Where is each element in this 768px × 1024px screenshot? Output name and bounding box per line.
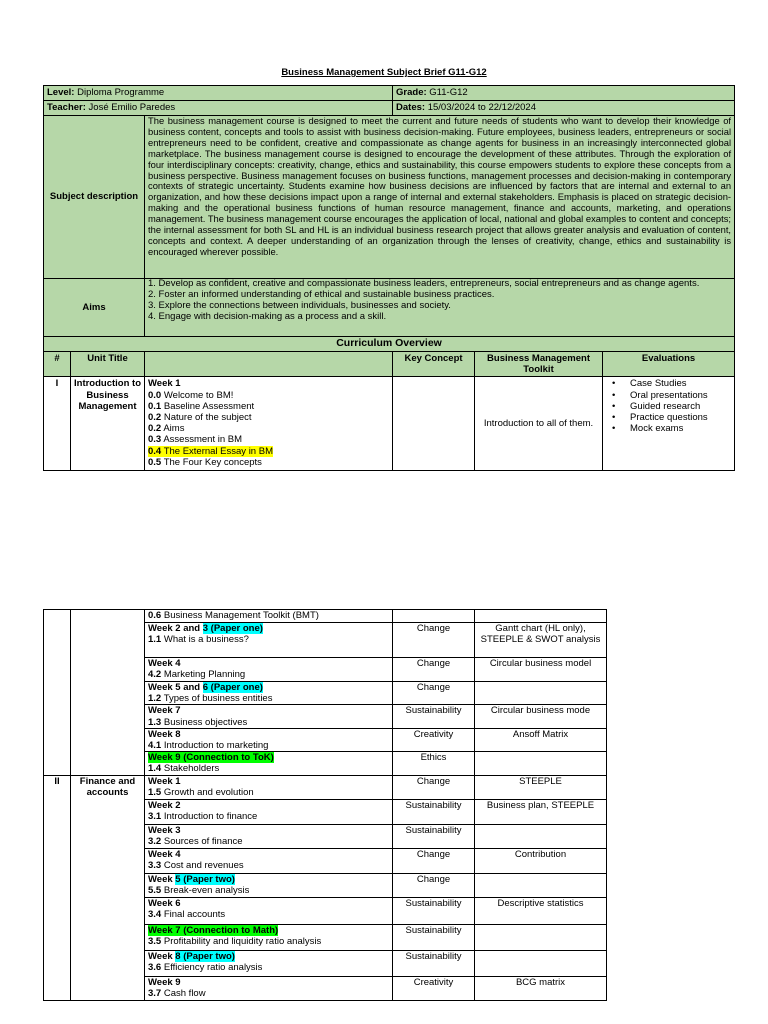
topic-line-highlighted: 0.4 The External Essay in BM [148, 445, 273, 457]
key-concept-cell [393, 610, 475, 623]
teacher-cell [44, 101, 393, 116]
toolkit-cell: Circular business model [475, 658, 607, 682]
evaluation-item: • Practice questions [610, 412, 731, 423]
curriculum-continued-table [43, 609, 607, 1001]
aim-item: 3. Explore the connections between individuals, businesses and society. [148, 299, 451, 311]
key-concept-cell [393, 377, 475, 471]
topic-line: 0.1 Baseline Assessment [148, 400, 255, 412]
week-cell [145, 950, 393, 976]
key-concept-cell: Sustainability [393, 705, 475, 728]
unit-title: Introduction to Business Management [71, 377, 145, 471]
col-header-unit-title: Unit Title [71, 352, 145, 377]
week-heading: Week 9 [148, 976, 181, 988]
evaluation-item: • Case Studies [610, 378, 731, 389]
key-concept-cell: Sustainability [393, 950, 475, 976]
teacher-label: Teacher: [47, 102, 86, 113]
toolkit-cell [475, 825, 607, 848]
week-cell [145, 728, 393, 751]
topic-line: 3.5 Profitability and liquidity ratio analysis [148, 935, 322, 947]
unit-number-empty [44, 610, 71, 776]
toolkit-cell: STEEPLE [475, 776, 607, 800]
week-heading: Week 6 [148, 897, 181, 909]
toolkit-cell: Business plan, STEEPLE [475, 800, 607, 825]
unit-title: Finance and accounts [71, 776, 145, 1000]
toolkit-cell [475, 924, 607, 950]
aim-item: 4. Engage with decision-making as a process and a skill. [148, 310, 387, 322]
week-cell [145, 776, 393, 800]
toolkit-cell [475, 752, 607, 776]
week-cell [145, 825, 393, 848]
topic-line: 0.2 Aims [148, 423, 185, 435]
col-header-content [145, 352, 393, 377]
topic-line: 1.5 Growth and evolution [148, 787, 254, 799]
level-value: Diploma Programme [77, 87, 165, 98]
topic-line: 3.3 Cost and revenues [148, 859, 244, 871]
week-heading: Week 7 [148, 705, 181, 717]
week-cell [145, 897, 393, 924]
topic-line: 0.6 Business Management Toolkit (BMT) [145, 610, 393, 623]
week-cell [145, 924, 393, 950]
col-header-number: # [44, 352, 71, 377]
week-heading: Week 1 [148, 776, 181, 788]
toolkit-cell: Circular business mode [475, 705, 607, 728]
curriculum-overview-heading: Curriculum Overview [44, 337, 735, 352]
week-heading: Week 5 and 6 (Paper one) [148, 682, 263, 693]
dates-value: 15/03/2024 to 22/12/2024 [427, 102, 536, 113]
week-cell [145, 623, 393, 658]
toolkit-cell: Ansoff Matrix [475, 728, 607, 751]
key-concept-cell: Change [393, 873, 475, 897]
toolkit-cell: Contribution [475, 848, 607, 873]
topic-line: 1.3 Business objectives [148, 716, 248, 728]
grade-value: G11-G12 [429, 87, 468, 98]
topic-line: 3.4 Final accounts [148, 908, 226, 920]
evaluation-item: • Oral presentations [610, 390, 731, 401]
week-heading: Week 2 and 3 (Paper one) [148, 623, 263, 634]
toolkit-cell [475, 950, 607, 976]
key-concept-cell: Creativity [393, 976, 475, 1000]
week-heading: Week 7 (Connection to Math) [148, 924, 279, 936]
week-cell [145, 752, 393, 776]
evaluation-item: • Mock exams [610, 423, 731, 434]
evaluations-cell [603, 377, 735, 471]
week-heading: Week 5 (Paper two) [148, 873, 235, 885]
aim-item: 1. Develop as confident, creative and compassionate business leaders, entrepreneurs, social entrepreneurs and as change agents. [148, 278, 700, 289]
key-concept-cell: Change [393, 623, 475, 658]
key-concept-cell: Change [393, 848, 475, 873]
topic-line: 0.0 Welcome to BM! [148, 389, 234, 401]
week-heading: Week 2 [148, 800, 181, 812]
topic-line: 3.2 Sources of finance [148, 836, 243, 848]
grade-cell [393, 86, 735, 101]
topic-line: 3.7 Cash flow [148, 987, 206, 999]
topic-line: 1.4 Stakeholders [148, 763, 220, 775]
level-label: Level: [47, 87, 75, 98]
toolkit-cell [475, 873, 607, 897]
unit-number: I [44, 377, 71, 471]
toolkit-cell: Gantt chart (HL only), STEEPLE & SWOT analysis [475, 623, 607, 658]
topic-line: 0.3 Assessment in BM [148, 434, 243, 446]
toolkit-cell [475, 682, 607, 705]
week-cell [145, 682, 393, 705]
topic-line: 1.1 What is a business? [148, 634, 249, 646]
week-cell [145, 800, 393, 825]
col-header-key-concept: Key Concept [393, 352, 475, 377]
key-concept-cell: Change [393, 776, 475, 800]
week-cell [145, 848, 393, 873]
toolkit-cell: Descriptive statistics [475, 897, 607, 924]
dates-label: Dates: [396, 102, 426, 113]
evaluation-item: • Guided research [610, 401, 731, 412]
key-concept-cell: Sustainability [393, 897, 475, 924]
topic-line: 1.2 Types of business entities [148, 693, 273, 705]
toolkit-cell: BCG matrix [475, 976, 607, 1000]
subject-description-text: The business management course is designed to meet the current and future needs of students who want to develop their knowledge of business content, concepts and tools to assist with business decision-making. Future employees, business leaders, entrepreneurs or social entrepreneurs need to be confident, creative and compassionate as change agents for business in an increasingly interconnected global marketplace. The business management course is designed to encourage the development of these attributes. Through the exploration of four interdisciplinary concepts: creativity, change, ethics and sustainability, this course empowers students to explore these concepts from a business perspective. Business management focuses on business functions, management processes and decision-making in contemporary contexts of strategic uncertainty. Students examine how business decisions are influenced by factors that are internal and external to an organization, and how these decisions impact upon a range of internal and external stakeholders. Emphasis is placed on strategic decision-making and the operational business functions of human resource management, finance and accounts, marketing, and operations management. The business management course encourages the application of local, national and global examples to content and concepts; the internal assessment for both SL and HL is an individual business research project that allows greater analysis and evaluation of content, concepts and context. A deeper understanding of an organization through the lenses of creativity, change, ethics and sustainability is encouraged wherever possible. [145, 116, 735, 279]
level-cell [44, 86, 393, 101]
week-cell [145, 705, 393, 728]
topic-line: 3.1 Introduction to finance [148, 811, 258, 823]
key-concept-cell: Change [393, 658, 475, 682]
topic-line: 0.5 The Four Key concepts [148, 456, 262, 468]
document-title: Business Management Subject Brief G11-G12 [281, 67, 487, 78]
aim-item: 2. Foster an informed understanding of ethical and sustainable business practices. [148, 288, 495, 300]
unit-number: II [44, 776, 71, 1000]
key-concept-cell: Creativity [393, 728, 475, 751]
aims-label: Aims [44, 279, 145, 337]
week-heading: Week 8 (Paper two) [148, 950, 235, 962]
unit-content [145, 377, 393, 471]
col-header-evaluations: Evaluations [603, 352, 735, 377]
week-cell [145, 976, 393, 1000]
key-concept-cell: Sustainability [393, 924, 475, 950]
aims-list [145, 279, 735, 337]
key-concept-cell: Change [393, 682, 475, 705]
week-heading: Week 4 [148, 658, 181, 669]
dates-cell [393, 101, 735, 116]
topic-line: 3.6 Efficiency ratio analysis [148, 961, 263, 973]
topic-line: 4.1 Introduction to marketing [148, 740, 269, 752]
week-heading: Week 9 (Connection to ToK) [148, 752, 274, 764]
topic-line: 0.2 Nature of the subject [148, 412, 252, 424]
key-concept-cell: Sustainability [393, 825, 475, 848]
unit-title-empty [71, 610, 145, 776]
subject-brief-table [43, 85, 735, 471]
week-heading: Week 1 [148, 378, 181, 390]
grade-label: Grade: [396, 87, 427, 98]
week-cell [145, 658, 393, 682]
week-heading: Week 8 [148, 728, 181, 740]
week-cell [145, 873, 393, 897]
subject-description-label: Subject description [44, 116, 145, 279]
toolkit-cell [475, 610, 607, 623]
topic-line: 5.5 Break-even analysis [148, 884, 250, 896]
key-concept-cell: Sustainability [393, 800, 475, 825]
key-concept-cell: Ethics [393, 752, 475, 776]
teacher-value: José Emilio Paredes [88, 102, 176, 113]
topic-line: 4.2 Marketing Planning [148, 669, 246, 681]
col-header-toolkit: Business Management Toolkit [475, 352, 603, 377]
week-heading: Week 3 [148, 825, 181, 837]
toolkit-cell: Introduction to all of them. [475, 377, 603, 471]
evaluations-list [606, 378, 731, 434]
week-heading: Week 4 [148, 848, 181, 860]
